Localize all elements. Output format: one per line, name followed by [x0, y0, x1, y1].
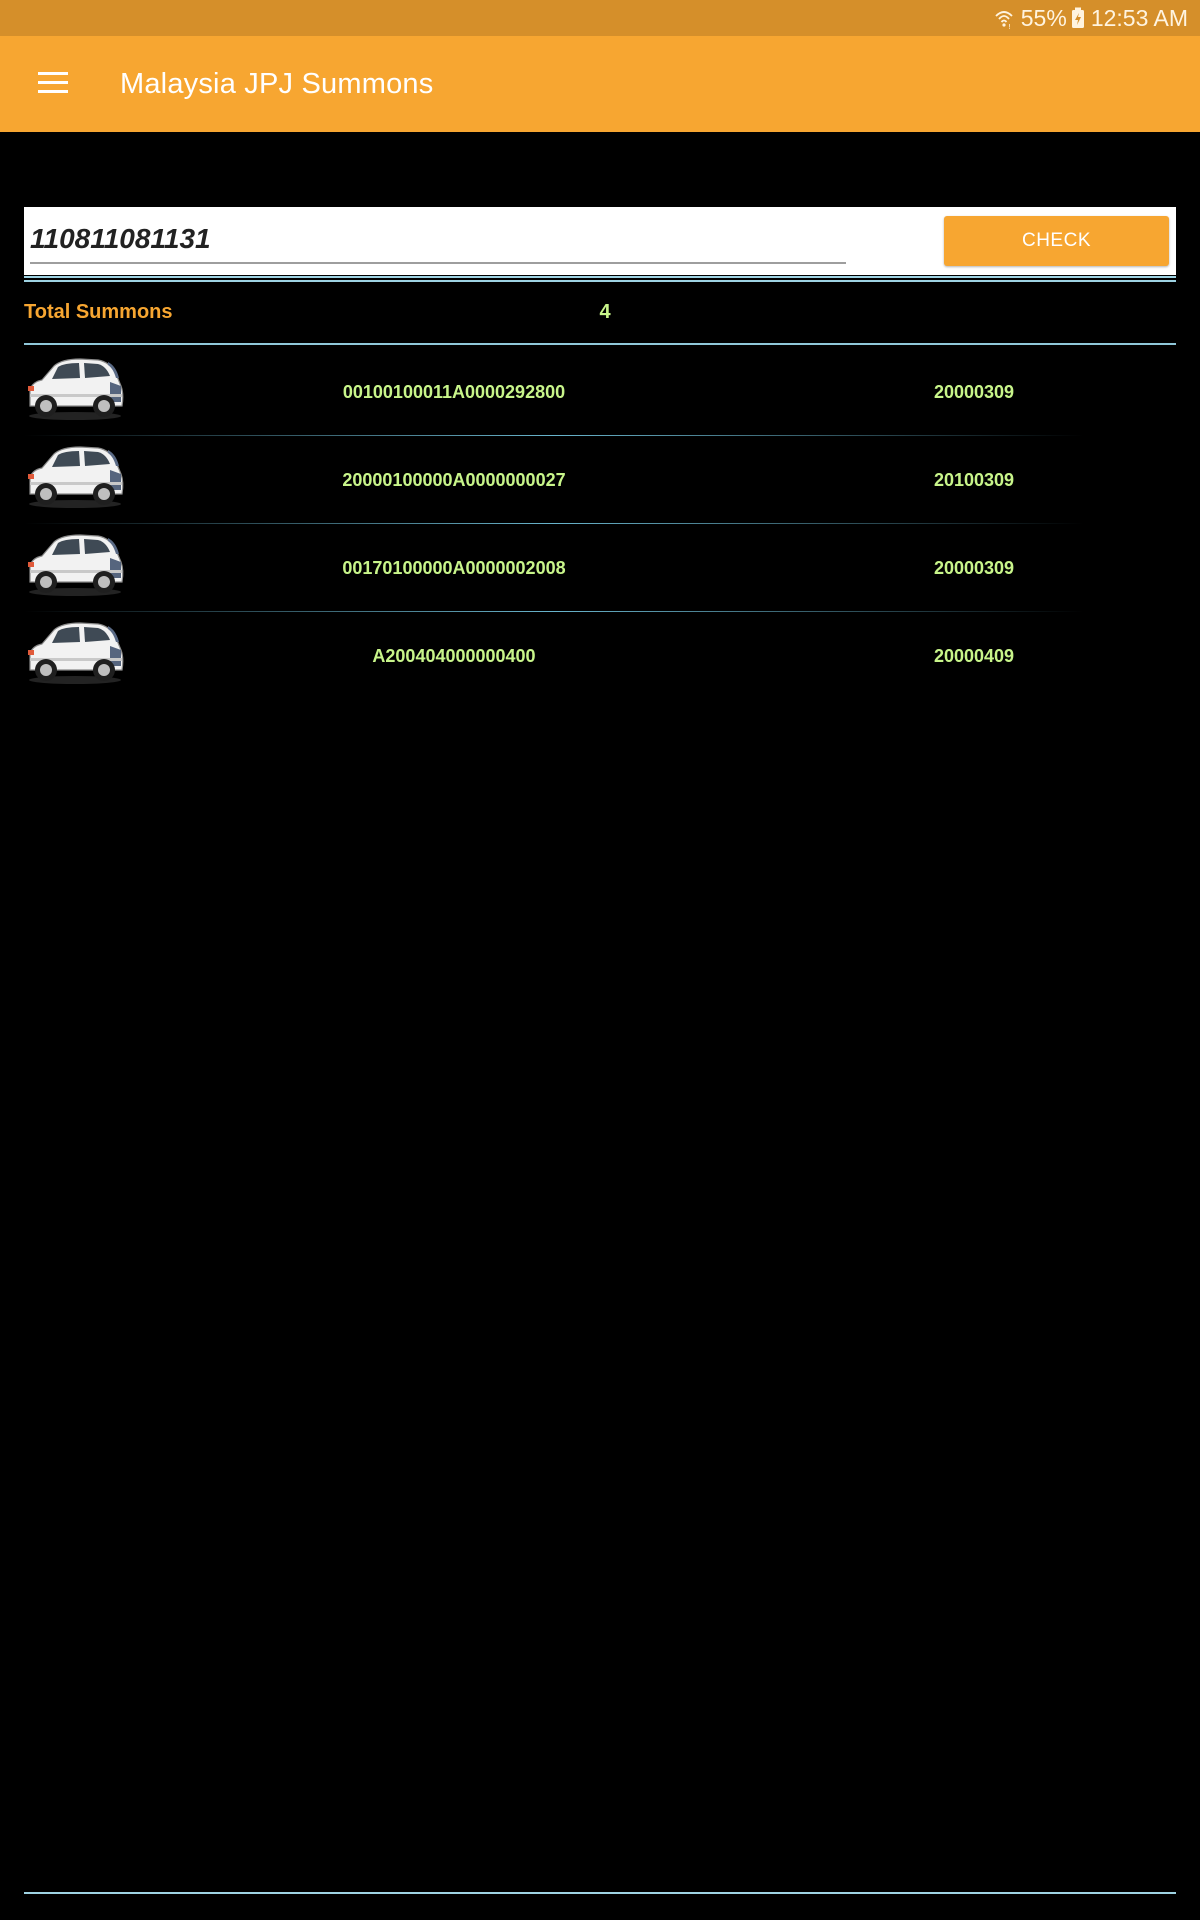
- hamburger-menu-icon: [38, 70, 68, 96]
- wifi-icon: [993, 7, 1015, 29]
- summons-reference: 00170100000A0000002008: [342, 558, 566, 578]
- list-item[interactable]: [24, 524, 1176, 612]
- app-title: Malaysia JPJ Summons: [120, 68, 434, 100]
- total-summons-count: 4: [599, 301, 611, 323]
- search-divider: [24, 276, 1176, 282]
- car-icon: [24, 356, 126, 422]
- list-item[interactable]: [24, 436, 1176, 524]
- summons-list: [24, 348, 1176, 700]
- battery-charging-icon: [1071, 7, 1085, 29]
- clock: 12:53 AM: [1090, 4, 1188, 31]
- check-button[interactable]: CHECK: [944, 216, 1169, 266]
- search-panel: [24, 207, 1176, 275]
- list-item[interactable]: [24, 612, 1176, 700]
- car-icon: [24, 620, 126, 686]
- summons-reference: 20000100000A0000000027: [342, 470, 566, 490]
- summons-date: 20000409: [933, 646, 1015, 666]
- battery-percent: 55%: [1020, 4, 1067, 31]
- summons-date: 20100309: [933, 470, 1015, 490]
- status-indicators: [993, 0, 1188, 36]
- summons-date: 20000309: [933, 558, 1015, 578]
- car-icon: [24, 532, 126, 598]
- summons-reference: A200404000000400: [372, 646, 536, 666]
- list-item[interactable]: [24, 348, 1176, 436]
- status-bar: [0, 0, 1200, 36]
- input-underline: [30, 262, 846, 264]
- summons-reference: 00100100011A0000292800: [342, 382, 566, 402]
- total-summons-label: Total Summons: [24, 301, 173, 323]
- menu-button[interactable]: [38, 70, 68, 96]
- summary-divider: [24, 343, 1176, 345]
- ic-number-input[interactable]: [30, 219, 845, 259]
- bottom-divider: [24, 1892, 1176, 1894]
- app-bar: [0, 36, 1200, 132]
- car-icon: [24, 444, 126, 510]
- summons-date: 20000309: [933, 382, 1015, 402]
- svg-text:!: !: [1007, 23, 1011, 29]
